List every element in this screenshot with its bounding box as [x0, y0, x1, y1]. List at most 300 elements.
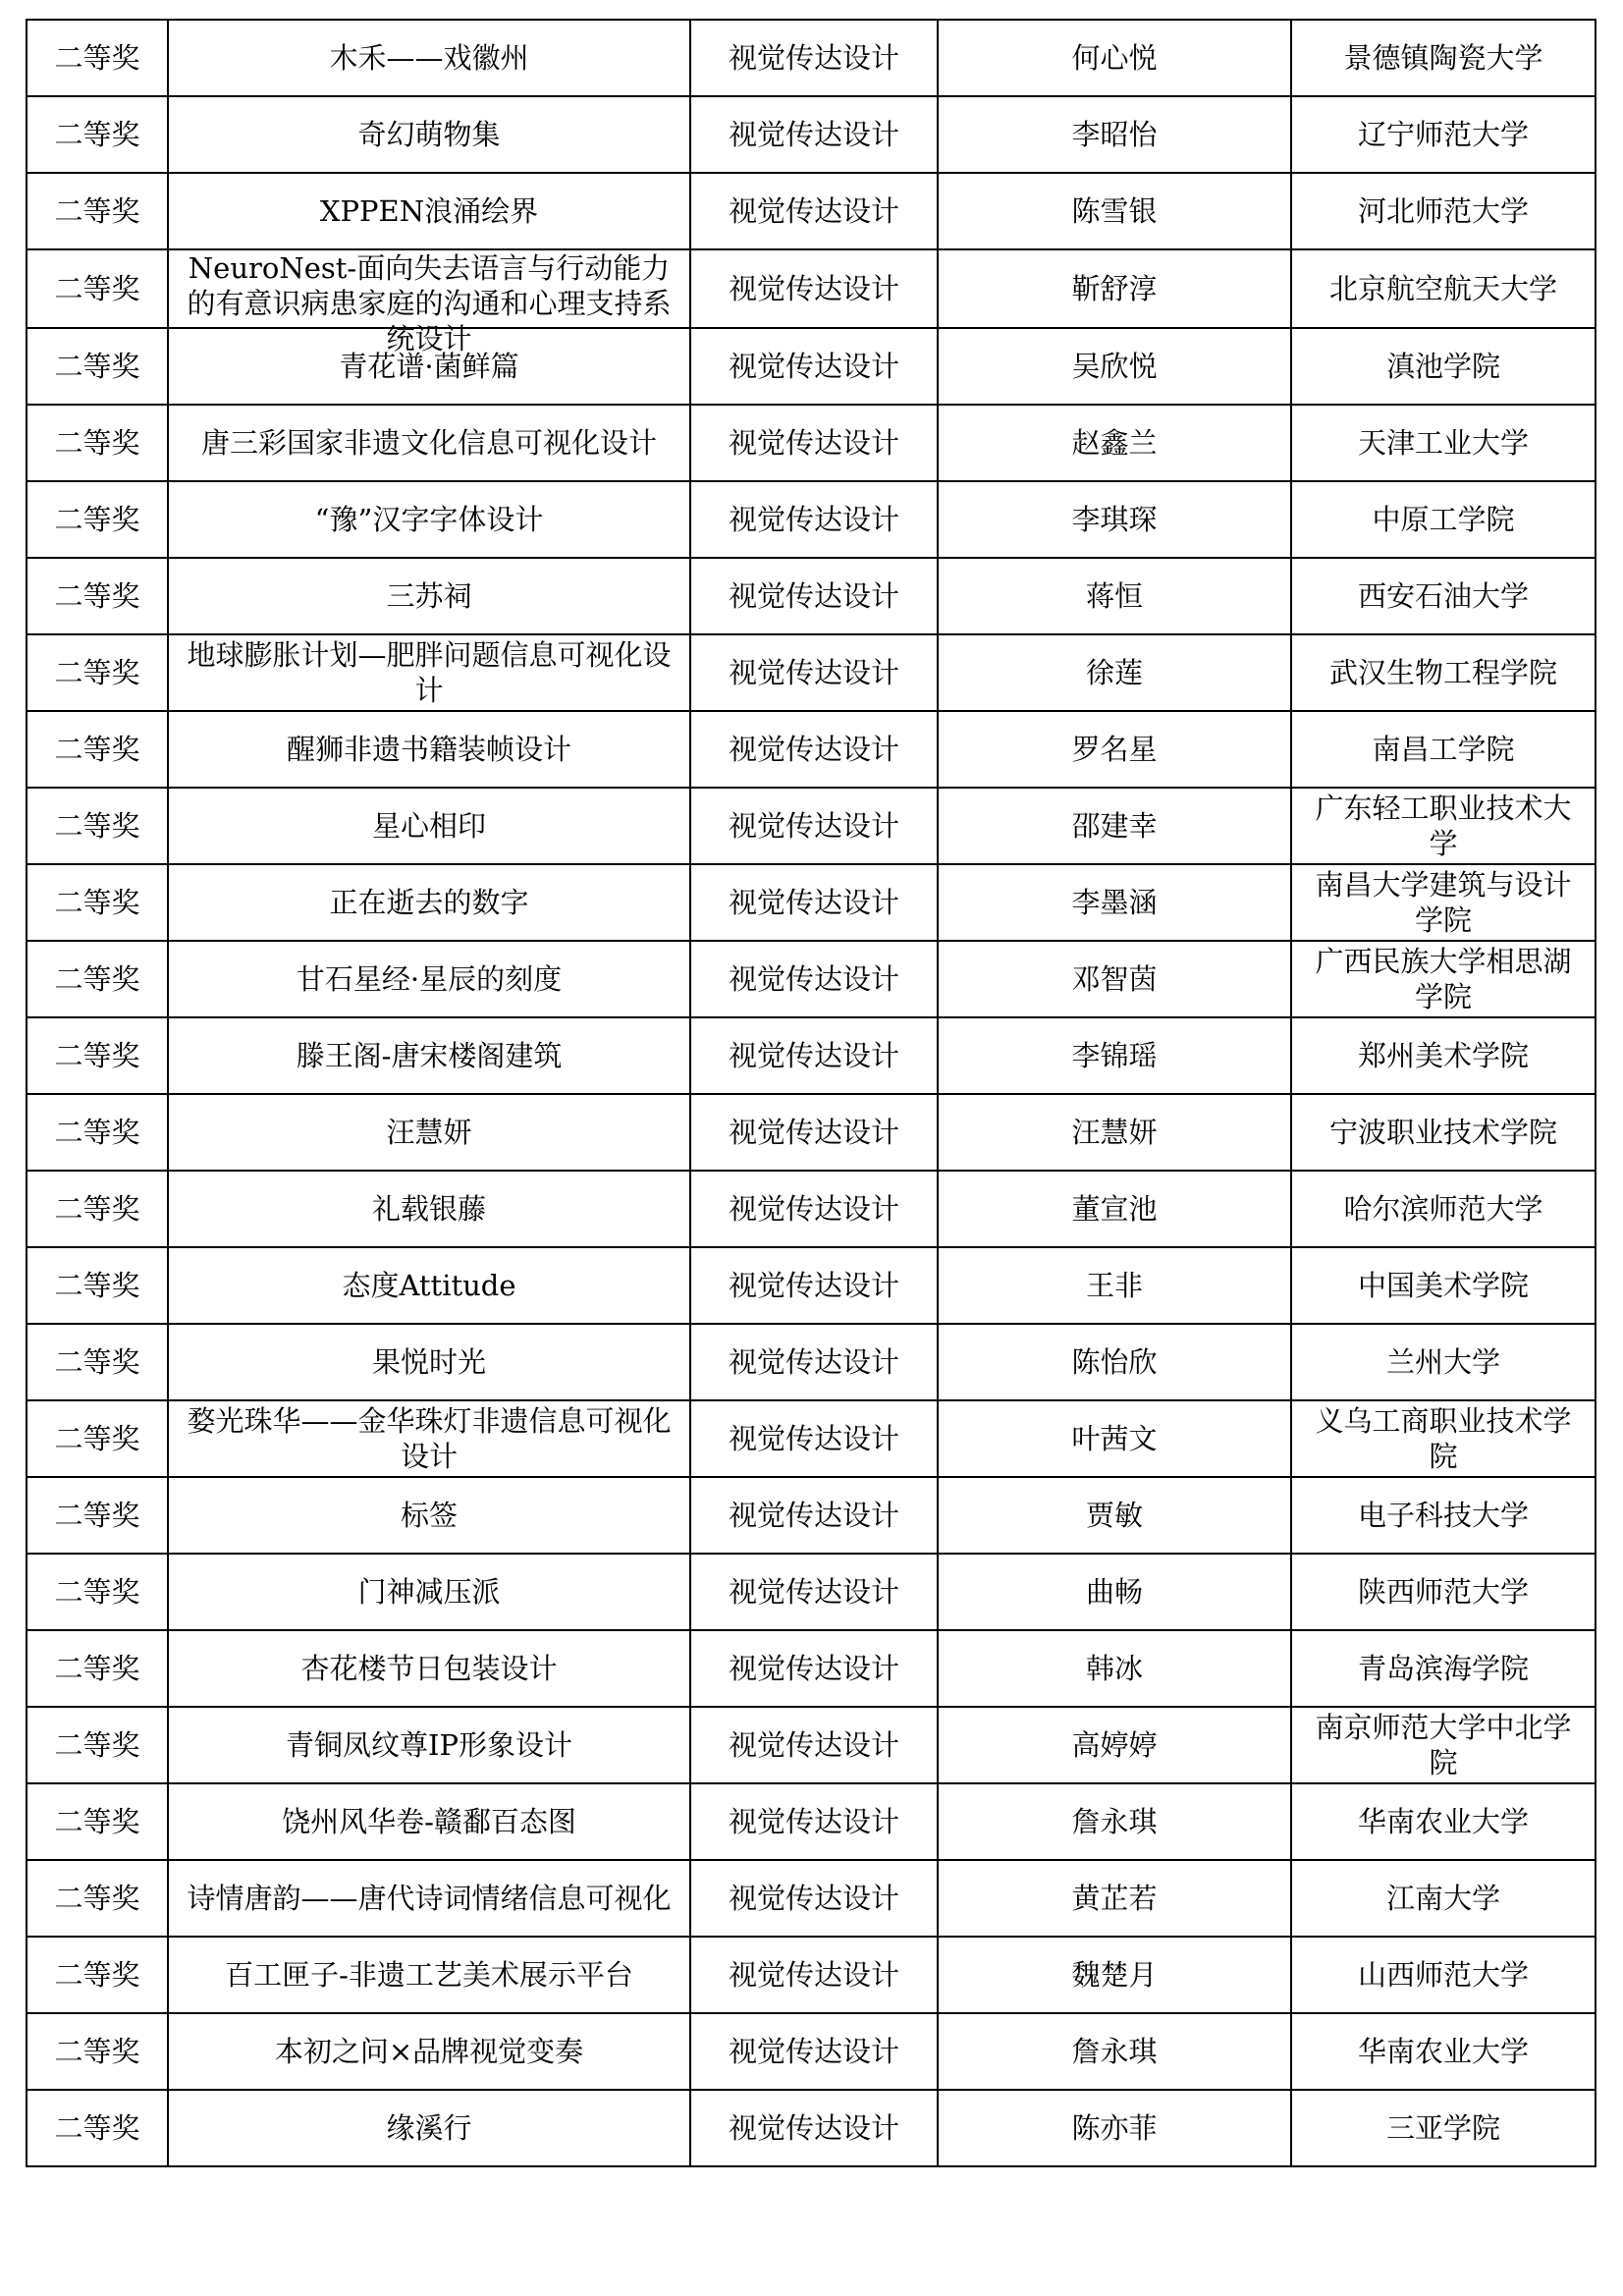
author-name-cell [938, 20, 1291, 96]
work-title-cell-text: 木禾——戏徽州 [329, 41, 529, 75]
work-title-cell-text: 地球膨胀计划—肥胖问题信息可视化设计 [187, 638, 672, 707]
table-row [27, 1324, 1596, 1400]
table-row [27, 2090, 1596, 2166]
award-cell [27, 481, 168, 558]
work-title-cell-text: 缘溪行 [386, 2111, 472, 2145]
award-cell [27, 173, 168, 249]
category-cell-text: 视觉传达设计 [728, 350, 899, 383]
work-title-cell-text: 星心相印 [371, 809, 486, 843]
category-cell [690, 405, 938, 481]
category-cell-text: 视觉传达设计 [728, 1345, 899, 1379]
table-row [27, 2013, 1596, 2090]
work-title-cell [168, 1630, 690, 1707]
school-cell [1291, 711, 1596, 788]
work-title-cell [168, 864, 690, 941]
award-cell-text: 二等奖 [54, 1575, 140, 1609]
award-cell-text: 二等奖 [54, 809, 140, 843]
school-cell [1291, 96, 1596, 173]
school-cell [1291, 1017, 1596, 1094]
category-cell [690, 1171, 938, 1247]
author-name-cell [938, 1783, 1291, 1860]
category-cell [690, 634, 938, 711]
award-cell-text: 二等奖 [54, 656, 140, 689]
award-cell-text: 二等奖 [54, 272, 140, 305]
award-cell-text: 二等奖 [54, 2035, 140, 2068]
award-cell [27, 1094, 168, 1171]
work-title-cell-text: 唐三彩国家非遗文化信息可视化设计 [200, 426, 657, 460]
school-cell [1291, 558, 1596, 634]
table-row [27, 1094, 1596, 1171]
author-name-cell [938, 249, 1291, 328]
author-name-cell-text: 魏楚月 [1071, 1958, 1158, 1992]
school-cell-text: 景德镇陶瓷大学 [1343, 41, 1543, 75]
school-cell-text: 南昌大学建筑与设计学院 [1315, 868, 1572, 937]
school-cell [1291, 1477, 1596, 1554]
award-cell [27, 1630, 168, 1707]
school-cell-text: 滇池学院 [1385, 350, 1500, 383]
school-cell [1291, 2013, 1596, 2090]
work-title-cell [168, 481, 690, 558]
author-name-cell-text: 曲畅 [1085, 1575, 1143, 1609]
school-cell [1291, 405, 1596, 481]
category-cell-text: 视觉传达设计 [728, 1192, 899, 1226]
author-name-cell [938, 481, 1291, 558]
award-cell [27, 1860, 168, 1937]
table-row [27, 173, 1596, 249]
work-title-cell [168, 1171, 690, 1247]
category-cell [690, 788, 938, 864]
award-cell-text: 二等奖 [54, 1882, 140, 1915]
work-title-cell [168, 1017, 690, 1094]
category-cell [690, 1477, 938, 1554]
work-title-cell-text: 汪慧妍 [386, 1116, 472, 1149]
award-cell-text: 二等奖 [54, 350, 140, 383]
award-cell-text: 二等奖 [54, 579, 140, 613]
category-cell [690, 711, 938, 788]
award-cell-text: 二等奖 [54, 1728, 140, 1762]
award-cell-text: 二等奖 [54, 1345, 140, 1379]
category-cell [690, 1937, 938, 2013]
category-cell [690, 328, 938, 405]
category-cell-text: 视觉传达设计 [728, 1958, 899, 1992]
award-cell [27, 249, 168, 328]
work-title-cell-text: 标签 [400, 1499, 458, 1532]
author-name-cell [938, 328, 1291, 405]
school-cell [1291, 864, 1596, 941]
category-cell-text: 视觉传达设计 [728, 1728, 899, 1762]
work-title-cell [168, 1094, 690, 1171]
category-cell-text: 视觉传达设计 [728, 1882, 899, 1915]
work-title-cell-text: 门神减压派 [357, 1575, 501, 1609]
school-cell-text: 辽宁师范大学 [1357, 118, 1529, 151]
category-cell [690, 2013, 938, 2090]
table-row [27, 1554, 1596, 1630]
work-title-cell [168, 1400, 690, 1477]
school-cell [1291, 1783, 1596, 1860]
school-cell [1291, 1324, 1596, 1400]
author-name-cell [938, 1630, 1291, 1707]
school-cell-text: 西安石油大学 [1357, 579, 1529, 613]
award-cell [27, 1017, 168, 1094]
award-cell [27, 1477, 168, 1554]
award-cell-text: 二等奖 [54, 1652, 140, 1685]
school-cell-text: 南昌工学院 [1372, 733, 1515, 766]
work-title-cell [168, 1477, 690, 1554]
table-row [27, 1400, 1596, 1477]
work-title-cell-text: 甘石星经·星辰的刻度 [296, 962, 563, 996]
work-title-cell [168, 2090, 690, 2166]
table-row [27, 20, 1596, 96]
author-name-cell-text: 赵鑫兰 [1071, 426, 1158, 460]
category-cell-text: 视觉传达设计 [728, 194, 899, 228]
award-cell [27, 2013, 168, 2090]
category-cell-text: 视觉传达设计 [728, 809, 899, 843]
category-cell-text: 视觉传达设计 [728, 656, 899, 689]
author-name-cell-text: 叶茜文 [1071, 1422, 1158, 1455]
category-cell-text: 视觉传达设计 [728, 41, 899, 75]
work-title-cell [168, 1937, 690, 2013]
award-cell [27, 1554, 168, 1630]
category-cell-text: 视觉传达设计 [728, 2035, 899, 2068]
school-cell-text: 天津工业大学 [1357, 426, 1529, 460]
category-cell [690, 1247, 938, 1324]
table-row [27, 558, 1596, 634]
work-title-cell [168, 1707, 690, 1783]
category-cell-text: 视觉传达设计 [728, 272, 899, 305]
author-name-cell [938, 1400, 1291, 1477]
award-cell [27, 20, 168, 96]
award-cell-text: 二等奖 [54, 1116, 140, 1149]
award-cell [27, 1783, 168, 1860]
category-cell-text: 视觉传达设计 [728, 1499, 899, 1532]
school-cell-text: 山西师范大学 [1357, 1958, 1529, 1992]
category-cell [690, 1554, 938, 1630]
category-cell [690, 20, 938, 96]
category-cell-text: 视觉传达设计 [728, 503, 899, 536]
category-cell [690, 941, 938, 1017]
award-cell [27, 864, 168, 941]
school-cell-text: 北京航空航天大学 [1328, 272, 1557, 305]
author-name-cell-text: 邓智茵 [1071, 962, 1158, 996]
school-cell-text: 华南农业大学 [1357, 2035, 1529, 2068]
author-name-cell [938, 1707, 1291, 1783]
award-cell-text: 二等奖 [54, 962, 140, 996]
award-cell [27, 96, 168, 173]
author-name-cell-text: 詹永琪 [1071, 2035, 1158, 2068]
category-cell [690, 1783, 938, 1860]
table-row [27, 1860, 1596, 1937]
category-cell [690, 558, 938, 634]
award-cell-text: 二等奖 [54, 886, 140, 919]
category-cell [690, 481, 938, 558]
award-cell [27, 711, 168, 788]
school-cell-text: 电子科技大学 [1357, 1499, 1529, 1532]
work-title-cell-text: 婺光珠华——金华珠灯非遗信息可视化设计 [187, 1404, 672, 1473]
award-cell-text: 二等奖 [54, 1805, 140, 1838]
school-cell [1291, 941, 1596, 1017]
category-cell [690, 2090, 938, 2166]
work-title-cell [168, 96, 690, 173]
table-row [27, 788, 1596, 864]
category-cell-text: 视觉传达设计 [728, 733, 899, 766]
award-cell [27, 328, 168, 405]
author-name-cell-text: 王非 [1085, 1269, 1143, 1302]
category-cell-text: 视觉传达设计 [728, 1805, 899, 1838]
award-cell-text: 二等奖 [54, 118, 140, 151]
category-cell [690, 1094, 938, 1171]
work-title-cell-text: 本初之问×品牌视觉变奏 [274, 2035, 584, 2068]
table-row [27, 481, 1596, 558]
table-row [27, 864, 1596, 941]
award-cell-text: 二等奖 [54, 1039, 140, 1072]
work-title-cell [168, 1247, 690, 1324]
work-title-cell [168, 711, 690, 788]
school-cell [1291, 1937, 1596, 2013]
school-cell-text: 青岛滨海学院 [1357, 1652, 1529, 1685]
author-name-cell [938, 864, 1291, 941]
category-cell-text: 视觉传达设计 [728, 1652, 899, 1685]
school-cell [1291, 788, 1596, 864]
school-cell [1291, 1707, 1596, 1783]
work-title-cell-text: 诗情唐韵——唐代诗词情绪信息可视化 [187, 1882, 672, 1915]
school-cell [1291, 2090, 1596, 2166]
award-list-table [26, 19, 1596, 2167]
table-row [27, 634, 1596, 711]
award-cell [27, 405, 168, 481]
author-name-cell-text: 汪慧妍 [1071, 1116, 1158, 1149]
author-name-cell [938, 1094, 1291, 1171]
school-cell-text: 中国美术学院 [1357, 1269, 1529, 1302]
school-cell [1291, 1630, 1596, 1707]
work-title-cell [168, 1783, 690, 1860]
table-row [27, 328, 1596, 405]
author-name-cell [938, 1247, 1291, 1324]
work-title-cell-text: 三苏祠 [386, 579, 472, 613]
author-name-cell-text: 吴欣悦 [1071, 350, 1158, 383]
school-cell [1291, 1400, 1596, 1477]
work-title-cell [168, 173, 690, 249]
work-title-cell-text: XPPEN浪涌绘界 [319, 194, 539, 228]
author-name-cell [938, 558, 1291, 634]
award-cell-text: 二等奖 [54, 41, 140, 75]
work-title-cell [168, 1554, 690, 1630]
award-cell [27, 558, 168, 634]
award-cell-text: 二等奖 [54, 733, 140, 766]
work-title-cell-text: NeuroNest-面向失去语言与行动能力的有意识病患家庭的沟通和心理支持系统设计 [187, 251, 672, 355]
award-cell [27, 2090, 168, 2166]
table-row [27, 96, 1596, 173]
award-cell-text: 二等奖 [54, 1192, 140, 1226]
school-cell-text: 河北师范大学 [1357, 194, 1529, 228]
author-name-cell-text: 徐莲 [1085, 656, 1143, 689]
table-row [27, 711, 1596, 788]
school-cell [1291, 328, 1596, 405]
category-cell-text: 视觉传达设计 [728, 426, 899, 460]
school-cell-text: 郑州美术学院 [1357, 1039, 1529, 1072]
work-title-cell-text: 醒狮非遗书籍装帧设计 [286, 733, 571, 766]
work-title-cell [168, 20, 690, 96]
school-cell-text: 兰州大学 [1385, 1345, 1500, 1379]
author-name-cell-text: 李锦瑶 [1071, 1039, 1158, 1072]
school-cell-text: 广东轻工职业技术大学 [1315, 792, 1572, 860]
table-row [27, 1783, 1596, 1860]
table-row [27, 1477, 1596, 1554]
school-cell [1291, 1554, 1596, 1630]
table-row [27, 405, 1596, 481]
author-name-cell [938, 788, 1291, 864]
category-cell-text: 视觉传达设计 [728, 1269, 899, 1302]
category-cell [690, 1707, 938, 1783]
work-title-cell-text: 正在逝去的数字 [329, 886, 529, 919]
category-cell [690, 249, 938, 328]
award-cell [27, 1400, 168, 1477]
school-cell-text: 宁波职业技术学院 [1328, 1116, 1557, 1149]
work-title-cell-text: 奇幻萌物集 [357, 118, 501, 151]
school-cell-text: 南京师范大学中北学院 [1315, 1711, 1572, 1779]
category-cell [690, 173, 938, 249]
author-name-cell [938, 96, 1291, 173]
award-cell-text: 二等奖 [54, 1499, 140, 1532]
category-cell [690, 1324, 938, 1400]
work-title-cell [168, 941, 690, 1017]
author-name-cell-text: 靳舒淳 [1071, 272, 1158, 305]
table-row [27, 1630, 1596, 1707]
author-name-cell [938, 941, 1291, 1017]
work-title-cell [168, 2013, 690, 2090]
category-cell-text: 视觉传达设计 [728, 1116, 899, 1149]
work-title-cell [168, 249, 690, 355]
award-cell [27, 1171, 168, 1247]
award-cell [27, 634, 168, 711]
table-row [27, 1247, 1596, 1324]
category-cell-text: 视觉传达设计 [728, 579, 899, 613]
author-name-cell [938, 634, 1291, 711]
school-cell [1291, 20, 1596, 96]
author-name-cell [938, 405, 1291, 481]
school-cell [1291, 634, 1596, 711]
author-name-cell-text: 詹永琪 [1071, 1805, 1158, 1838]
author-name-cell-text: 董宣池 [1071, 1192, 1158, 1226]
award-cell-text: 二等奖 [54, 1958, 140, 1992]
school-cell [1291, 1094, 1596, 1171]
award-cell [27, 1324, 168, 1400]
category-cell [690, 1860, 938, 1937]
award-cell-text: 二等奖 [54, 2111, 140, 2145]
author-name-cell-text: 李墨涵 [1071, 886, 1158, 919]
work-title-cell-text: “豫”汉字字体设计 [314, 503, 544, 536]
award-cell [27, 788, 168, 864]
category-cell [690, 96, 938, 173]
author-name-cell-text: 李昭怡 [1071, 118, 1158, 151]
author-name-cell-text: 贾敏 [1085, 1499, 1143, 1532]
school-cell-text: 哈尔滨师范大学 [1343, 1192, 1543, 1226]
category-cell [690, 1017, 938, 1094]
author-name-cell-text: 邵建幸 [1071, 809, 1158, 843]
author-name-cell [938, 2013, 1291, 2090]
work-title-cell-text: 青铜凤纹尊IP形象设计 [286, 1728, 572, 1762]
author-name-cell [938, 1860, 1291, 1937]
award-cell-text: 二等奖 [54, 1422, 140, 1455]
award-cell-text: 二等奖 [54, 503, 140, 536]
table-row [27, 941, 1596, 1017]
author-name-cell [938, 1477, 1291, 1554]
category-cell-text: 视觉传达设计 [728, 1039, 899, 1072]
author-name-cell [938, 1171, 1291, 1247]
work-title-cell-text: 杏花楼节日包装设计 [300, 1652, 558, 1685]
category-cell [690, 1630, 938, 1707]
award-cell [27, 1707, 168, 1783]
award-cell [27, 941, 168, 1017]
award-cell-text: 二等奖 [54, 426, 140, 460]
category-cell-text: 视觉传达设计 [728, 2111, 899, 2145]
table-row [27, 1707, 1596, 1783]
school-cell [1291, 249, 1596, 328]
school-cell-text: 义乌工商职业技术学院 [1315, 1404, 1572, 1473]
work-title-cell-text: 饶州风华卷-赣鄱百态图 [282, 1805, 576, 1838]
work-title-cell-text: 果悦时光 [371, 1345, 486, 1379]
category-cell-text: 视觉传达设计 [728, 1422, 899, 1455]
author-name-cell [938, 2090, 1291, 2166]
award-cell [27, 1247, 168, 1324]
work-title-cell-text: 青花谱·菌鲜篇 [339, 350, 519, 383]
award-rows [27, 20, 1596, 2166]
author-name-cell [938, 1937, 1291, 2013]
author-name-cell [938, 1324, 1291, 1400]
author-name-cell-text: 韩冰 [1085, 1652, 1143, 1685]
work-title-cell-text: 态度Attitude [342, 1269, 516, 1302]
school-cell [1291, 1247, 1596, 1324]
author-name-cell-text: 何心悦 [1071, 41, 1158, 75]
work-title-cell-text: 礼载银藤 [371, 1192, 486, 1226]
author-name-cell-text: 陈雪银 [1071, 194, 1158, 228]
table-row [27, 1171, 1596, 1247]
author-name-cell-text: 黄芷若 [1071, 1882, 1158, 1915]
school-cell [1291, 1171, 1596, 1247]
school-cell-text: 江南大学 [1385, 1882, 1500, 1915]
work-title-cell [168, 405, 690, 481]
school-cell [1291, 1860, 1596, 1937]
table-row [27, 249, 1596, 328]
author-name-cell-text: 陈怡欣 [1071, 1345, 1158, 1379]
work-title-cell [168, 558, 690, 634]
work-title-cell-text: 百工匣子-非遗工艺美术展示平台 [225, 1958, 633, 1992]
author-name-cell [938, 1554, 1291, 1630]
category-cell-text: 视觉传达设计 [728, 962, 899, 996]
author-name-cell-text: 陈亦菲 [1071, 2111, 1158, 2145]
author-name-cell-text: 高婷婷 [1071, 1728, 1158, 1762]
author-name-cell-text: 蒋恒 [1085, 579, 1143, 613]
school-cell-text: 三亚学院 [1385, 2111, 1500, 2145]
school-cell-text: 华南农业大学 [1357, 1805, 1529, 1838]
school-cell-text: 陕西师范大学 [1357, 1575, 1529, 1609]
school-cell-text: 中原工学院 [1372, 503, 1515, 536]
school-cell-text: 武汉生物工程学院 [1328, 656, 1557, 689]
category-cell-text: 视觉传达设计 [728, 118, 899, 151]
category-cell-text: 视觉传达设计 [728, 1575, 899, 1609]
category-cell [690, 864, 938, 941]
award-cell-text: 二等奖 [54, 1269, 140, 1302]
award-cell [27, 1937, 168, 2013]
work-title-cell [168, 634, 690, 711]
work-title-cell [168, 1324, 690, 1400]
table-row [27, 1937, 1596, 2013]
category-cell-text: 视觉传达设计 [728, 886, 899, 919]
table-row [27, 1017, 1596, 1094]
award-cell-text: 二等奖 [54, 194, 140, 228]
work-title-cell [168, 788, 690, 864]
category-cell [690, 1400, 938, 1477]
work-title-cell [168, 1860, 690, 1937]
